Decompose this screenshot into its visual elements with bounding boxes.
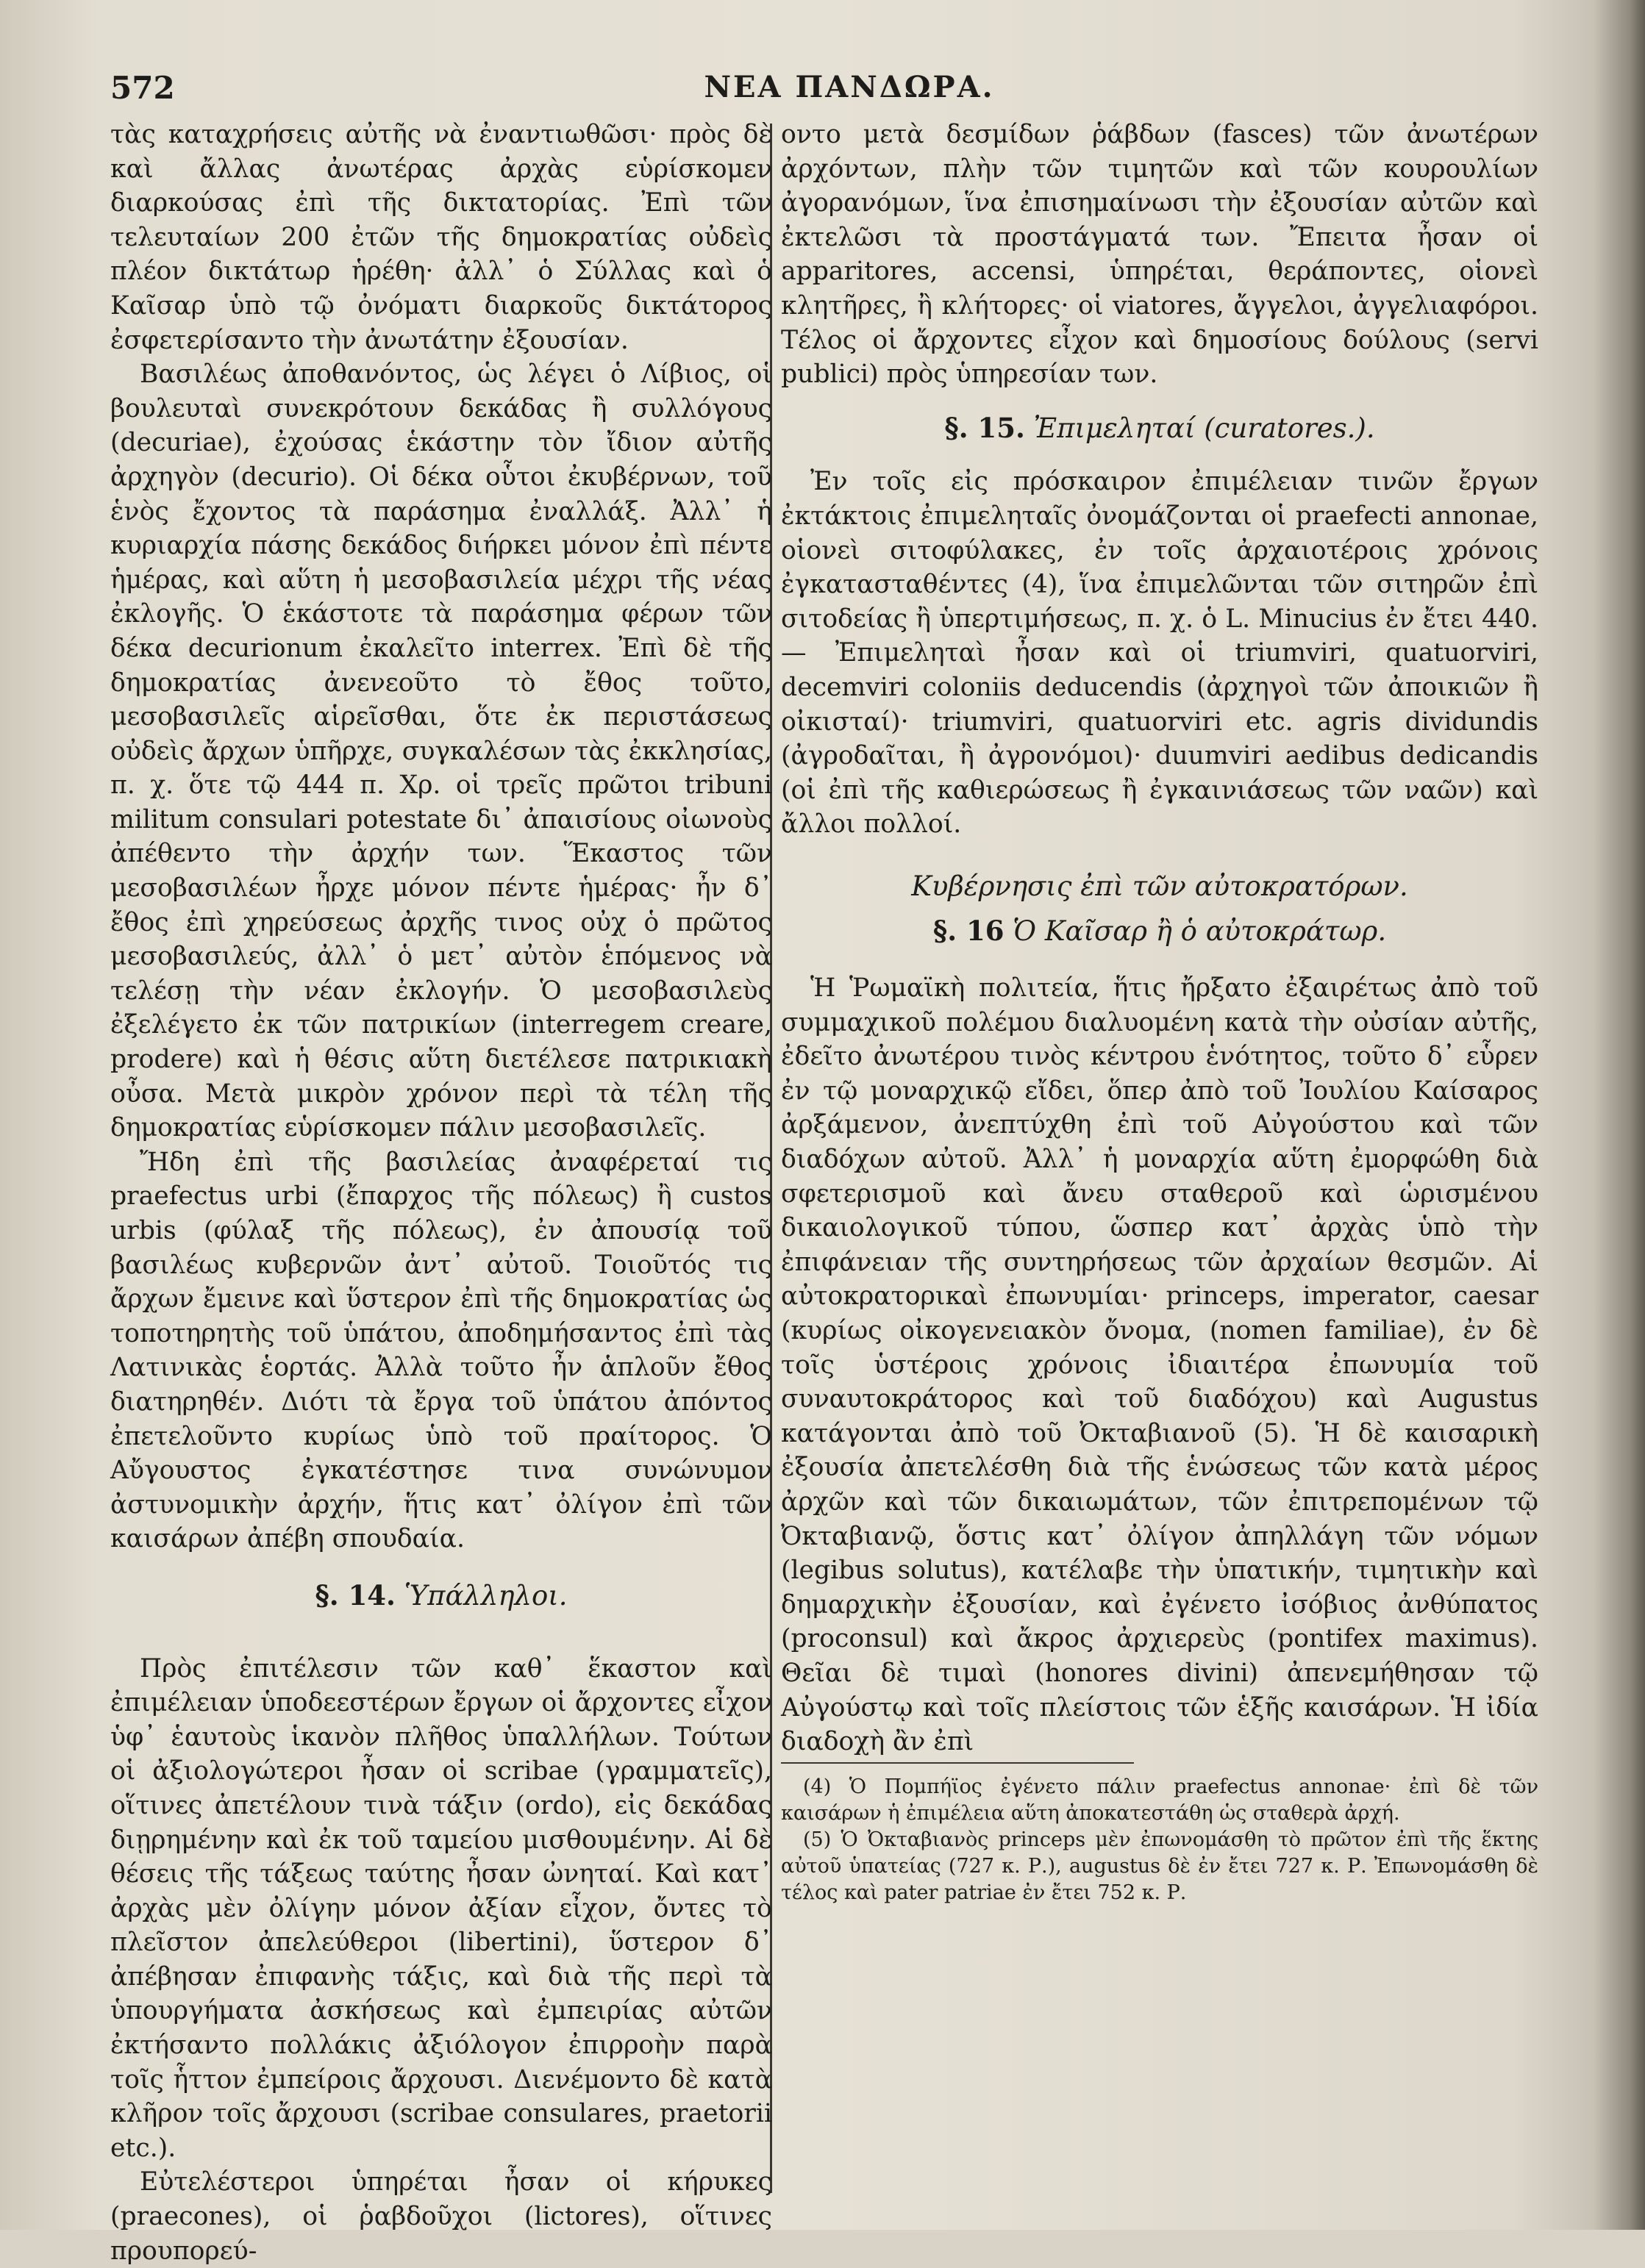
section-heading-14 xyxy=(110,1578,772,1614)
paragraph: τὰς καταχρήσεις αὐτῆς νὰ ἐναντιωθῶσι· πρὸς δὲ καὶ ἄλλας ἀνωτέρας ἀρχὰς εὑρίσκομεν διαρκούσας ἐπὶ τῆς δικτατορίας. Ἐπὶ τῶν τελευταίων 200 ἐτῶν τῆς δημοκρατίας οὐδεὶς πλέον δικτάτωρ ἡρέθη· ἀλλ᾽ ὁ Σύλλας καὶ ὁ Καῖσαρ ὑπὸ τῷ ὀνόματι διαρκοῦς δικτάτορος ἐσφετερίσαντο τὴν ἀνωτάτην ἐξουσίαν. xyxy=(110,120,772,355)
right-column xyxy=(781,118,1538,1906)
running-head: ΝΕΑ ΠΑΝΔΩΡΑ. xyxy=(704,70,995,104)
section-number: §. 14. xyxy=(315,1578,396,1611)
section-title: Ὁ Καῖσαρ ἢ ὁ αὐτοκράτωρ. xyxy=(1013,915,1387,948)
footnote-rule xyxy=(781,1762,1134,1764)
page-header xyxy=(110,70,1588,121)
paragraph: Ἤδη ἐπὶ τῆς βασιλείας ἀναφέρεταί τις praefectus urbi (ἔπαρχος τῆς πόλεως) ἢ custos urbis (φύλαξ τῆς πόλεως), ἐν ἀπουσίᾳ τοῦ βασιλέως κυβερνῶν ἀντ᾽ αὐτοῦ. Τοιοῦτός τις ἄρχων ἔμεινε καὶ ὕστερον ἐπὶ τῆς δημοκρατίας ὡς τοποτηρητὴς τοῦ ὑπάτου, ἀποδημήσαντος ἐπὶ τὰς Λατινικὰς ἑορτάς. Ἀλλὰ τοῦτο ἦν ἁπλοῦν ἔθος διατηρηθέν. Διότι τὰ ἔργα τοῦ ὑπάτου ἀπόντος ἐπετελοῦντο κυρίως ὑπὸ τοῦ πραίτορος. Ὁ Αὔγουστος ἐγκατέστησε τινα συνώνυμον ἀστυνομικὴν ἀρχήν, ἥτις κατ᾽ ὀλίγον ἐπὶ τῶν καισάρων ἀπέβη σπουδαία. xyxy=(110,1147,772,1554)
section-number: §. 15. xyxy=(944,411,1025,444)
paragraph: Ἡ Ῥωμαϊκὴ πολιτεία, ἥτις ἤρξατο ἐξαιρέτως ἀπὸ τοῦ συμμαχικοῦ πολέμου διαλυομένη κατὰ τὴν οὐσίαν αὐτῆς, ἐδεῖτο ἀνωτέρου τινὸς κέντρου ἑνότητος, τοῦτο δ᾽ εὗρεν ἐν τῷ μοναρχικῷ εἴδει, ὅπερ ἀπὸ τοῦ Ἰουλίου Καίσαρος ἀρξάμενον, ἀνεπτύχθη ἐπὶ τοῦ Αὐγούστου καὶ τῶν διαδόχων αὐτοῦ. Ἀλλ᾽ ἡ μοναρχία αὕτη ἐμορφώθη διὰ σφετερισμοῦ καὶ ἄνευ σταθεροῦ καὶ ὡρισμένου δικαιολογικοῦ τύπου, ὥσπερ κατ᾽ ἀρχὰς ὑπὸ τὴν ἐπιφάνειαν τῆς συντηρήσεως τῶν ἀρχαίων θεσμῶν. Αἱ αὐτοκρατορικαὶ ἐπωνυμίαι· princeps, imperator, caesar (κυρίως οἰκογενειακὸν ὄνομα, (nomen familiae), ἐν δὲ τοῖς ὑστέροις χρόνοις ἰδιαιτέρα ἐπωνυμία τοῦ συναυτοκράτορος καὶ τοῦ διαδόχου) καὶ Augustus κατάγονται ἀπὸ τοῦ Ὀκταβιανοῦ (5). Ἡ δὲ καισαρικὴ ἐξουσία ἀπετελέσθη διὰ τῆς ἑνώσεως τῶν κατὰ μέρος ἀρχῶν καὶ τῶν δικαιωμάτων, τῶν ἐπιτρεπομένων τῷ Ὀκταβιανῷ, ὅστις κατ᾽ ὀλίγον ἀπηλλάγη τῶν νόμων (legibus solutus), κατέλαβε τὴν ὑπατικήν, τιμητικὴν καὶ δημαρχικὴν ἐξουσίαν, καὶ ἐγένετο ἰσόβιος ἀνθύπατος (proconsul) καὶ ἄκρος ἀρχιερεὺς (pontifex maximus). Θεῖαι δὲ τιμαὶ (honores divini) ἀπενεμήθησαν τῷ Αὐγούστῳ καὶ τοῖς πλείστοις τῶν ἑξῆς καισάρων. Ἡ ἰδία διαδοχὴ ἂν ἐπὶ xyxy=(781,973,1538,1757)
footnote-5: (5) Ὁ Ὀκταβιανὸς princeps μὲν ἐπωνομάσθη τὸ πρῶτον ἐπὶ τῆς ἕκτης αὐτοῦ ὑπατείας (727 κ. Ρ.), augustus δὲ ἐν ἔτει 727 κ. Ρ. Ἐπωνομάσθη δὲ τέλος καὶ pater patriae ἐν ἔτει 752 κ. Ρ. xyxy=(781,1828,1538,1904)
section-heading-15 xyxy=(781,411,1538,446)
section-title: Ἐπιμεληταί (curatores.). xyxy=(1033,412,1375,444)
paragraph: οντο μετὰ δεσμίδων ῥάβδων (fasces) τῶν ἀνωτέρων ἀρχόντων, πλὴν τῶν τιμητῶν καὶ τῶν κουρουλίων ἀγορανόμων, ἵνα ἐπισημαίνωσι τὴν ἐξουσίαν αὐτῶν καὶ ἐκτελῶσι τὰ προστάγματά των. Ἔπειτα ἦσαν οἱ apparitores, accensi, ὑπηρέται, θεράποντες, οἱονεὶ κλητῆρες, ἢ κλήτορες· οἱ viatores, ἄγγελοι, ἀγγελιαφόροι. Τέλος οἱ ἄρχοντες εἶχον καὶ δημοσίους δούλους (servi publici) πρὸς ὑπηρεσίαν των. xyxy=(781,120,1538,390)
section-title: Ὑπάλληλοι. xyxy=(404,1579,568,1611)
section-heading-16 xyxy=(781,914,1538,949)
footnote-4: (4) Ὁ Πομπήϊος ἐγένετο πάλιν praefectus annonae· ἐπὶ δὲ τῶν καισάρων ἡ ἐπιμέλεια αὕτη ἀποκατεστάθη ὡς σταθερὰ ἀρχή. xyxy=(781,1775,1538,1825)
section-number: §. 16 xyxy=(932,915,1005,948)
page-number: 572 xyxy=(110,70,175,106)
page-binding-shadow xyxy=(1594,0,1645,2230)
paragraph: Πρὸς ἐπιτέλεσιν τῶν καθ᾽ ἕκαστον καὶ ἐπιμέλειαν ὑποδεεστέρων ἔργων οἱ ἄρχοντες εἶχον ὑφ᾽ ἑαυτοὺς ἱκανὸν πλῆθος ὑπαλλήλων. Τούτων οἱ ἀξιολογώτεροι ἦσαν οἱ scribae (γραμματεῖς), οἵτινες ἀπετέλουν τινὰ τάξιν (ordo), εἰς δεκάδας διῃρημένην καὶ ἐκ τοῦ ταμείου μισθουμένην. Αἱ δὲ θέσεις τῆς τάξεως ταύτης ἦσαν ὠνηταί. Καὶ κατ᾽ ἀρχὰς μὲν ὀλίγην μόνον ἀξίαν εἶχον, ὄντες τὸ πλεῖστον ἀπελεύθεροι (libertini), ὕστερον δ᾽ ἀπέβησαν ἐπιφανὴς τάξις, καὶ διὰ τῆς περὶ τὰ ὑπουργήματα ἀσκήσεως καὶ ἐμπειρίας αὐτῶν ἐκτήσαντο πολλάκις ἀξιόλογον ἐπιρροὴν παρὰ τοῖς ἧττον ἐμπείροις ἄρχουσι. Διενέμοντο δὲ κατὰ κλῆρον τοῖς ἄρχουσι (scribae consulares, praetorii etc.). xyxy=(110,1653,772,2163)
subheading-emperors: Κυβέρνησις ἐπὶ τῶν αὐτοκρατόρων. xyxy=(911,870,1408,902)
paragraph: Εὐτελέστεροι ὑπηρέται ἦσαν οἱ κήρυκες (praecones), οἱ ῥαβδοῦχοι (lictores), οἵτινες προυπορεύ- xyxy=(110,2167,772,2266)
left-column xyxy=(110,118,772,2268)
paragraph: Βασιλέως ἀποθανόντος, ὡς λέγει ὁ Λίβιος, οἱ βουλευταὶ συνεκρότουν δεκάδας ἢ συλλόγους (decuriae), ἐχούσας ἑκάστην τὸν ἴδιον αὐτῆς ἀρχηγὸν (decurio). Οἱ δέκα οὗτοι ἐκυβέρνων, τοῦ ἑνὸς ἔχοντος τὰ παράσημα ἐναλλάξ. Ἀλλ᾽ ἡ κυριαρχία πάσης δεκάδος διήρκει μόνον ἐπὶ πέντε ἡμέρας, καὶ αὕτη ἡ μεσοβασιλεία μέχρι τῆς νέας ἐκλογῆς. Ὁ ἑκάστοτε τὰ παράσημα φέρων τῶν δέκα decurionum ἐκαλεῖτο interrex. Ἐπὶ δὲ τῆς δημοκρατίας ἀνενεοῦτο τὸ ἔθος τοῦτο, μεσοβασιλεῖς αἱρεῖσθαι, ὅτε ἐκ περιστάσεως οὐδεὶς ἄρχων ὑπῆρχε, συγκαλέσων τὰς ἐκκλησίας, π. χ. ὅτε τῷ 444 π. Χρ. οἱ τρεῖς πρῶτοι tribuni militum consulari potestate δι᾽ ἀπαισίους οἰωνοὺς ἀπέθεντο τὴν ἀρχήν των. Ἕκαστος τῶν μεσοβασιλέων ἦρχε μόνον πέντε ἡμέρας· ἦν δ᾽ ἔθος ἐπὶ χηρεύσεως ἀρχῆς τινος οὐχ ὁ πρῶτος μεσοβασιλεύς, ἀλλ᾽ ὁ μετ᾽ αὐτὸν ἑπόμενος νὰ τελέσῃ τὴν νέαν ἐκλογήν. Ὁ μεσοβασιλεὺς ἐξελέγετο ἐκ τῶν πατρικίων (interregem creare, prodere) καὶ ἡ θέσις αὕτη διετέλεσε πατρικιακὴ οὖσα. Μετὰ μικρὸν χρόνον περὶ τὰ τέλη τῆς δημοκρατίας εὑρίσκομεν πάλιν μεσοβασιλεῖς. xyxy=(110,359,772,1143)
paragraph: Ἐν τοῖς εἰς πρόσκαιρον ἐπιμέλειαν τινῶν ἔργων ἐκτάκτοις ἐπιμεληταῖς ὀνομάζονται οἱ praefecti annonae, οἱονεὶ σιτοφύλακες, ἐν τοῖς ἀρχαιοτέροις χρόνοις ἐγκατασταθέντες (4), ἵνα ἐπιμελῶνται τῶν σιτηρῶν ἐπὶ σιτοδείας ἢ ὑπερτιμήσεως, π. χ. ὁ L. Minucius ἐν ἔτει 440. — Ἐπιμεληταὶ ἦσαν καὶ οἱ triumviri, quatuorviri, decemviri coloniis deducendis (ἀρχηγοὶ τῶν ἀποικιῶν ἢ οἰκισταί)· triumviri, quatuorviri etc. agris dividundis (ἀγροδαῖται, ἢ ἀγρονόμοι)· duumviri aedibus dedicandis (οἱ ἐπὶ τῆς καθιερώσεως ἢ ἐγκαινιάσεως τῶν ναῶν) καὶ ἄλλοι πολλοί. xyxy=(781,467,1538,840)
